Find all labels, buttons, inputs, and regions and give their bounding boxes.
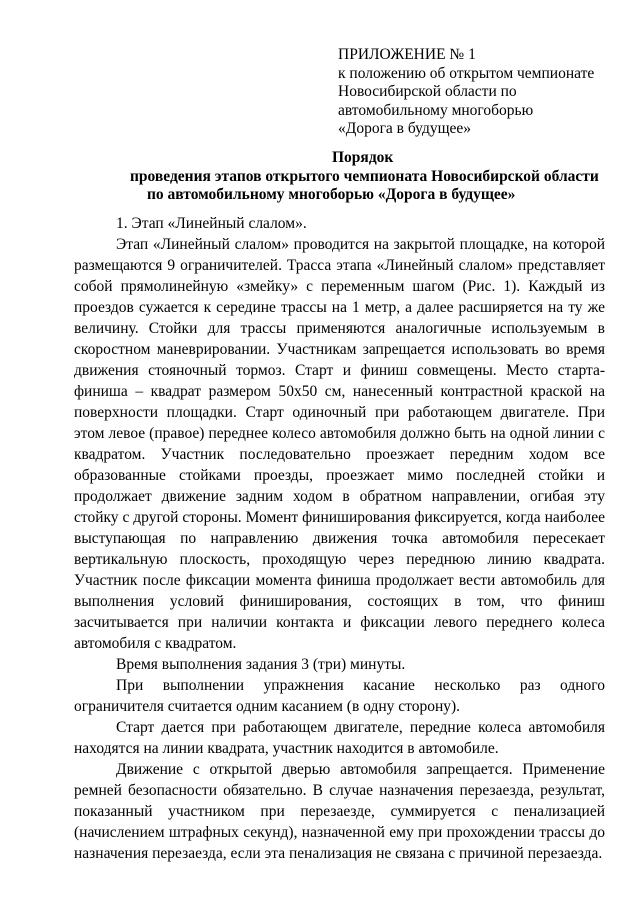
document-body [74,213,605,864]
title-subheading: проведения этапов открытого чемпионата Новосибирской области [130,167,599,185]
appendix-header [338,46,628,139]
appendix-number: ПРИЛОЖЕНИЕ № 1 [338,46,476,63]
title-heading: Порядок [332,149,394,166]
paragraph: Этап «Линейный слалом» проводится на закрытой площадке, на которой размещаются 9 ограничителей. Трасса этапа «Линейный слалом» представляет собой прямолинейную «змейку» с переменным шагом (Рис. 1). Каждый из проездов сужается к середине трассы на 1 метр, а далее расширяется на ту же величину. Стойки для трассы применяются аналогичные используемым в скоростном маневрировании. Участникам запрещается использовать во время движения стояночный тормоз. Старт и финиш совмещены. Место старта-финиша – квадрат размером 50х50 см, нанесенный контрастной краской на поверхности площадки. Старт одиночный при работающем двигателе. При этом левое (правое) переднее колесо автомобиля должно быть на одной линии с квадратом. Участник последовательно проезжает передним ходом все образованные стойками проезды, проезжает мимо последней стойки и продолжает движение задним ходом в обратном направлении, огибая эту стойку с другой стороны. Момент финиширования фиксируется, когда наиболее выступающая по направлению движения точка автомобиля пересекает вертикальную плоскость, проходящую через переднюю линию квадрата. Участник после фиксации момента финиша продолжает вести автомобиль для выполнения условий финиширования, состоящих в том, что финиш засчитывается при наличии контакта и фиксации левого переднего колеса автомобиля с квадратом. [74,236,605,652]
appendix-ref-line: «Дорога в будущее» [338,120,472,137]
paragraph: При выполнении упражнения касание несколько раз одного ограничителя считается одним касанием (в одну сторону). [74,677,605,715]
section-heading: 1. Этап «Линейный слалом». [116,215,307,232]
appendix-ref-line: Новосибирской области по [338,83,517,100]
appendix-ref-line: автомобильному многоборью [338,101,534,119]
paragraph: Движение с открытой дверью автомобиля запрещается. Применение ремней безопасности обязательно. В случае назначения перезаезда, результат, показанный участником при перезаезде, суммируется с пенализацией (начислением штрафных секунд), назначенной ему при прохождении трассы до назначения перезаезда, если эта пенализация не связана с причиной перезаезда. [74,761,605,862]
paragraph: Старт дается при работающем двигателе, передние колеса автомобиля находятся на линии квадрата, участник находится в автомобиле. [74,719,605,757]
paragraph: Время выполнения задания 3 (три) минуты. [116,656,406,673]
document-title [100,149,620,205]
appendix-ref-line: к положению об открытом чемпионате [338,64,595,82]
title-subheading: по автомобильному многоборью «Дорога в будущее» [147,186,516,203]
